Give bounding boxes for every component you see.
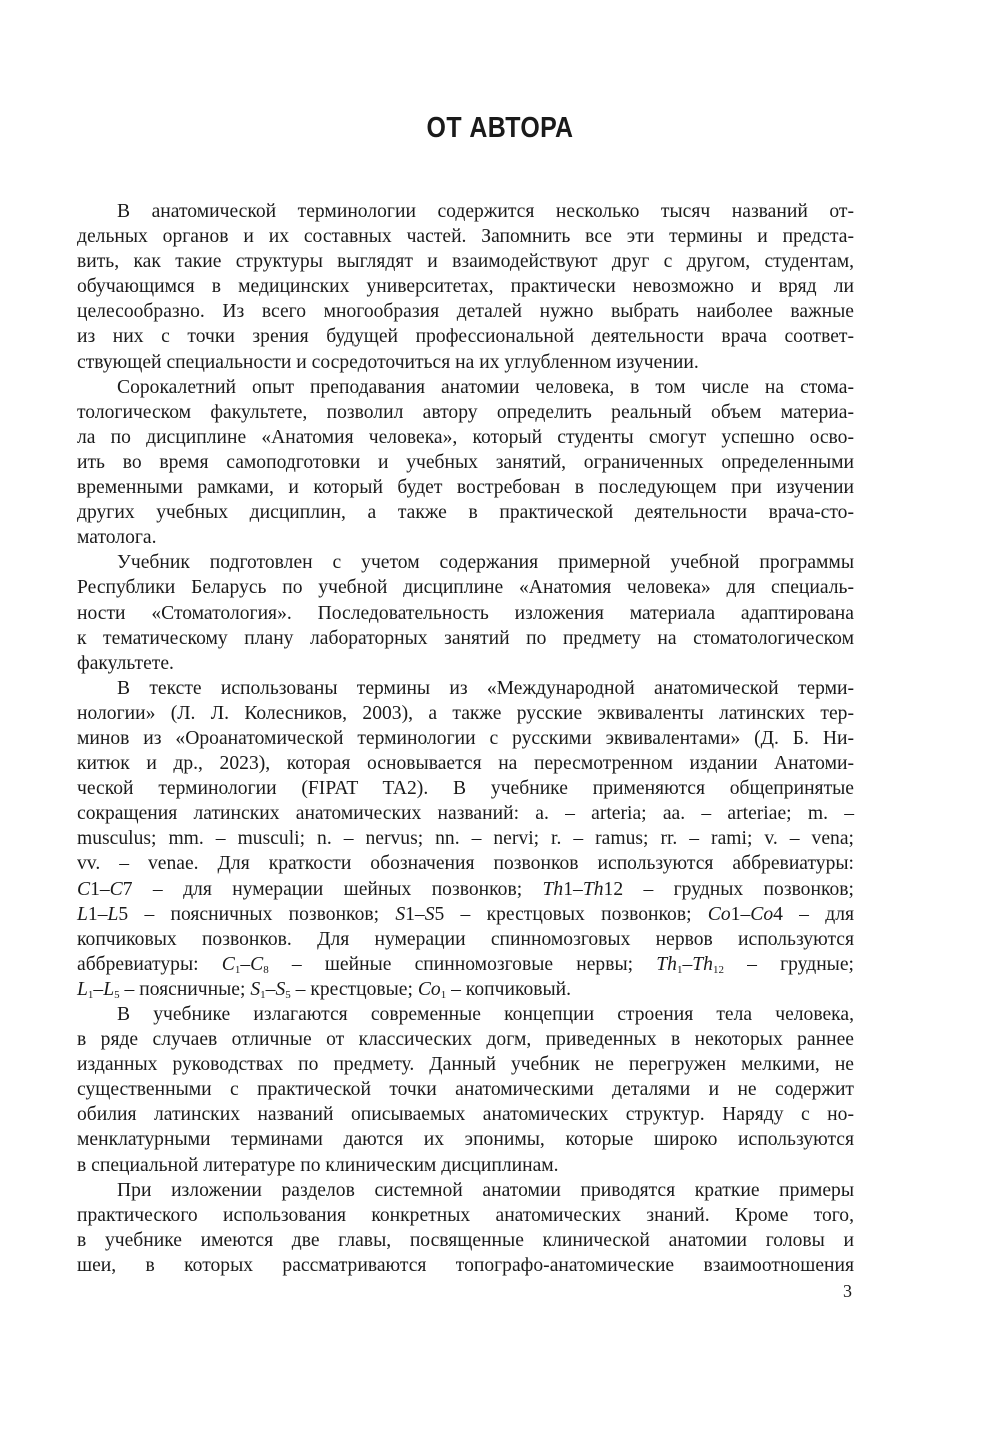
text-line: целесообразно. Из всего многообразия деталей нужно выбрать наиболее важные [77, 301, 854, 323]
text-line: существенными с практической точки анатомическими деталями и не содержит [77, 1079, 854, 1101]
body-text [77, 199, 854, 1278]
text-line: обучающимся в медицинских университетах, практически невозможно и вряд ли [77, 276, 854, 298]
abbrev: $Co_1$ [417, 978, 447, 1001]
vertebrae-line-1: C1–C7 – для нумерации шейных позвонков; Th1–Th12 – грудных позвонков; [77, 878, 854, 900]
abbrev: Th1–Th12 [542, 878, 624, 900]
text-line: шеи, в которых рассматриваются топографо-анатомические взаимоотношения [77, 1254, 854, 1276]
text-line: Учебник подготовлен с учетом содержания примерной учебной программы [117, 552, 854, 574]
text-line: При изложении разделов системной анатомии приводятся краткие примеры [117, 1179, 854, 1201]
abbrev: $Th_1-Th_{12}$ [656, 953, 724, 976]
text-line: Республики Беларусь по учебной дисциплине «Анатомия человека» для специаль- [77, 577, 854, 599]
text-line: В учебнике излагаются современные концепции строения тела человека, [117, 1004, 854, 1025]
abbrev: $L_1-L_5$ [77, 978, 120, 1001]
text-line: ствующей специальности и сосредоточиться на их углубленном изучении. [77, 351, 699, 373]
text-line: временными рамками, и который будет востребован в последующем при изучении [77, 477, 854, 499]
abbrev: L1–L5 [77, 903, 129, 925]
text-line: ла по дисциплине «Анатомия человека», который студенты смогут успешно осво- [77, 426, 854, 448]
abbrev: $C_1-C_8$ [221, 953, 269, 976]
text-line: к тематическому плану лабораторных занятий по предмету на стоматологическом [77, 627, 854, 649]
text-line: факультете. [77, 652, 174, 674]
text-line: из них с точки зрения будущей профессиональной деятельности врача соответ- [77, 326, 854, 348]
text-line: ить во время самоподготовки и учебных занятий, ограниченных определенными [77, 451, 854, 473]
text-line: в учебнике имеются две главы, посвященные клинической анатомии головы и [77, 1229, 854, 1251]
text-line: изданных руководствах по предмету. Данный учебник не перегружен мелкими, не [77, 1054, 854, 1076]
text-line: В анатомической терминологии содержится несколько тысяч названий от- [117, 201, 854, 222]
text-line: вить, как такие структуры выглядят и взаимодействуют друг с другом, студентам, [77, 251, 854, 273]
text-line: vv. – venae. Для краткости обозначения позвонков используются аббревиатуры: [77, 853, 854, 875]
text-line: нологии» (Л. Л. Колесников, 2003), а также русские эквиваленты латинских тер- [77, 702, 854, 724]
text-line: ности «Стоматология». Последовательность изложения материала адаптирована [77, 602, 854, 624]
abbrev: S1–S5 [395, 903, 445, 925]
text-line: минов из «Ороанатомической терминологии с русскими эквивалентами» (Д. Б. Ни- [77, 727, 854, 749]
text-line: musculus; mm. – musculi; n. – nervus; nn. – nervi; r. – ramus; rr. – rami; v. – vena; [77, 828, 854, 850]
text-line: Сорокалетний опыт преподавания анатомии человека, в том числе на стома- [117, 376, 854, 398]
page-number: 3 [843, 1281, 852, 1301]
text-line: тологическом факультете, позволил автору определить реальный объем материа- [77, 401, 854, 423]
text-line: матолога. [77, 527, 157, 549]
abbrev: C1–C7 [77, 878, 133, 900]
text-line: обилия латинских названий описываемых анатомических структур. Наряду с но- [77, 1104, 854, 1126]
text-line: ческой терминологии (FIPAT TA2). В учебнике применяются общепринятые [77, 778, 854, 800]
text-line: менклатурными терминами даются их эпонимы, которые широко используются [77, 1129, 854, 1151]
text-line: В тексте использованы термины из «Международной анатомической терми- [117, 677, 854, 699]
nerves-line-1: аббревиатуры: $C_1-C_8$ – шейные спинномозговые нервы; $Th_1-Th_{12}$ – грудные; [77, 953, 854, 976]
text-line: в специальной литературе по клиническим дисциплинам. [77, 1154, 559, 1176]
abbrev: Co1–Co4 [707, 903, 783, 925]
text-line: практического использования конкретных анатомических знаний. Кроме того, [77, 1204, 854, 1226]
page-title: ОТ АВТОРА [426, 112, 574, 144]
abbrev: $S_1-S_5$ [250, 978, 291, 1001]
text-line: дельных органов и их составных частей. Запомнить все эти термины и предста- [77, 226, 854, 248]
text-line: других учебных дисциплин, а также в практической деятельности врача-сто- [77, 502, 854, 524]
nerves-line-2: $L_1-L_5$ – поясничные; $S_1-S_5$ – крестцовые; $Co_1$ – копчиковый. [77, 978, 572, 1001]
text-line: копчиковых позвонков. Для нумерации спинномозговых нервов используются [77, 928, 854, 950]
text-line: сокращения латинских анатомических названий: a. – arteria; aa. – arteriae; m. – [77, 803, 854, 825]
vertebrae-line-2: L1–L5 – поясничных позвонков; S1–S5 – крестцовых позвонков; Co1–Co4 – для [77, 903, 854, 925]
text-line: в ряде случаев отличные от классических догм, приведенных в некоторых раннее [77, 1029, 854, 1051]
text-line: китюк и др., 2023), которая основывается на пересмотренном издании Анатоми- [77, 753, 854, 775]
